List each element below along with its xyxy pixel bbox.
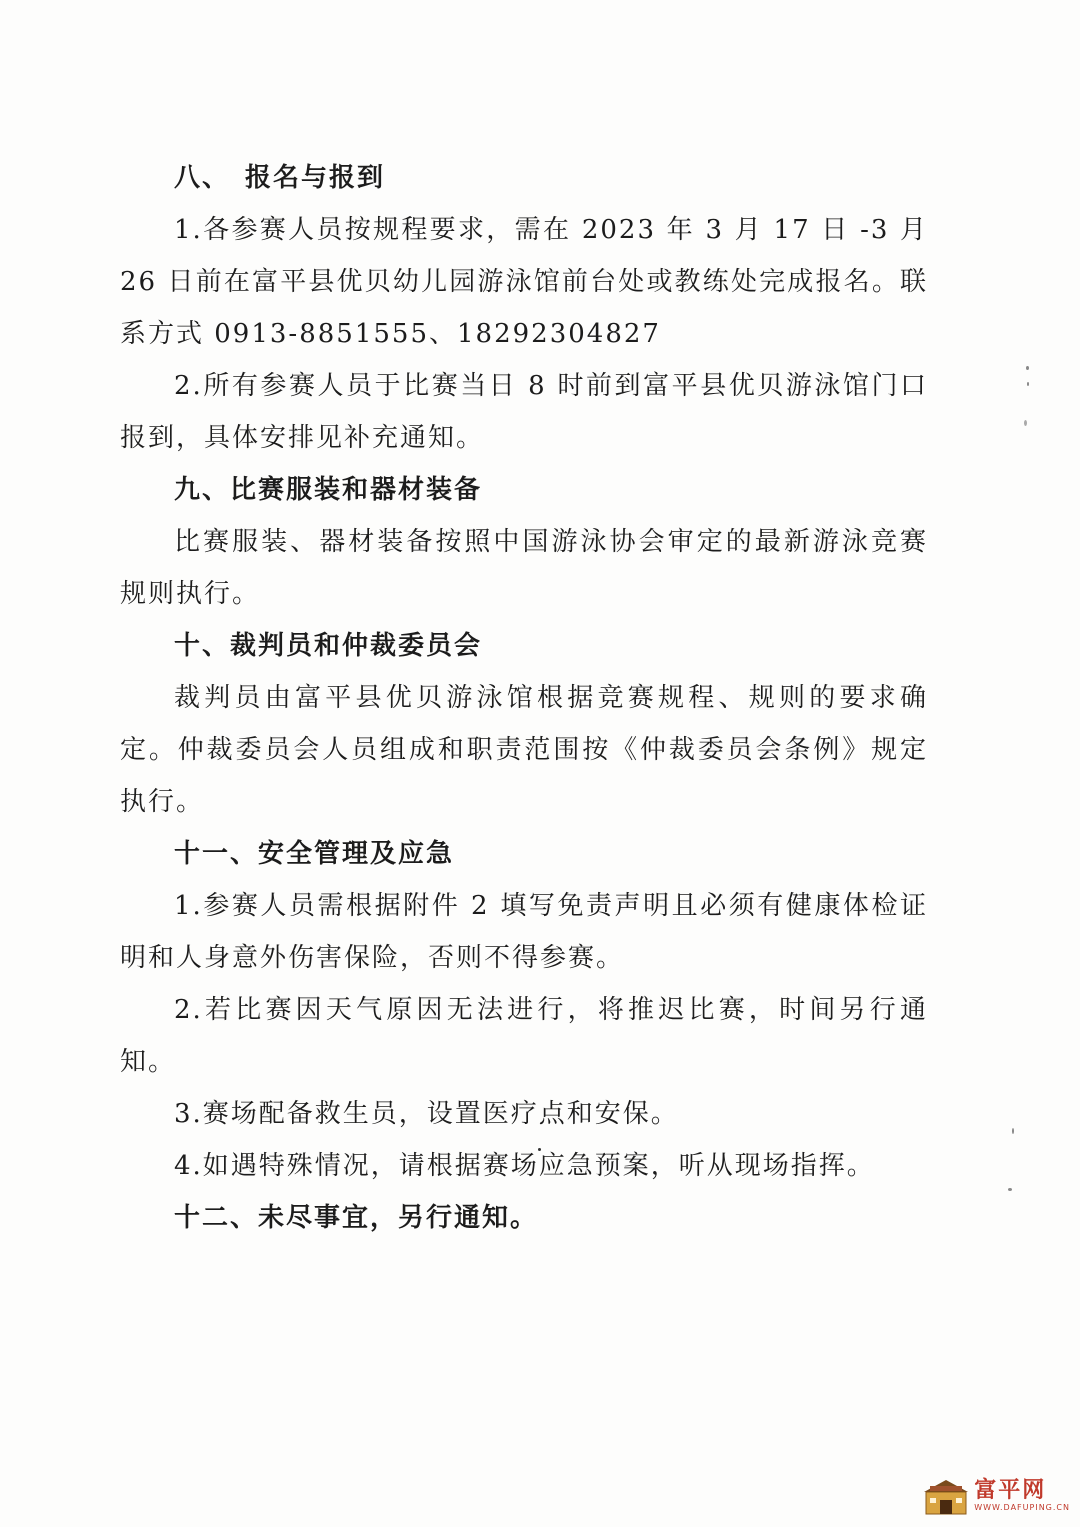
- scan-dot: [538, 1148, 541, 1151]
- paragraph-safety-3: 3.赛场配备救生员，设置医疗点和安保。: [174, 1099, 679, 1129]
- watermark-site-name: 富平网: [974, 1478, 1047, 1503]
- paragraph-registration-1: 1.各参赛人员按规程要求，需在 2023 年 3 月 17 日 -3 月 26 日前在富平县优贝幼儿园游泳馆前台处或教练处完成报名。联系方式 0913-8851555、18292304827: [120, 215, 928, 349]
- paragraph-safety-2: 2.若比赛因天气原因无法进行，将推迟比赛，时间另行通知。: [120, 995, 928, 1077]
- scan-speck: [1026, 366, 1029, 370]
- section-heading-equipment: 九、比赛服装和器材装备: [174, 475, 483, 505]
- paragraph-safety-1: 1.参赛人员需根据附件 2 填写免责声明且必须有健康体检证明和人身意外伤害保险，否则不得参赛。: [120, 891, 928, 973]
- watermark-site-url: WWW.DAFUPING.CN: [974, 1503, 1070, 1512]
- scan-speck: [1012, 1128, 1014, 1134]
- paragraph-referees: 裁判员由富平县优贝游泳馆根据竞赛规程、规则的要求确定。仲裁委员会人员组成和职责范围按《仲裁委员会条例》规定执行。: [120, 683, 928, 817]
- section-heading-registration: 八、 报名与报到: [174, 163, 386, 193]
- city-gate-icon: [924, 1476, 968, 1516]
- document-body: [120, 152, 928, 1244]
- scan-speck: [1008, 1188, 1012, 1191]
- scan-speck: [1024, 420, 1027, 426]
- paragraph-registration-2: 2.所有参赛人员于比赛当日 8 时前到富平县优贝游泳馆门口报到，具体安排见补充通知。: [120, 371, 928, 453]
- site-watermark: [924, 1473, 1070, 1519]
- section-heading-referees: 十、裁判员和仲裁委员会: [174, 631, 483, 661]
- paragraph-equipment: 比赛服装、器材装备按照中国游泳协会审定的最新游泳竞赛规则执行。: [120, 527, 928, 609]
- paragraph-safety-4: 4.如遇特殊情况，请根据赛场应急预案，听从现场指挥。: [174, 1151, 875, 1181]
- section-heading-safety: 十一、安全管理及应急: [174, 839, 455, 869]
- scan-speck: [1027, 382, 1029, 386]
- section-heading-other: 十二、未尽事宜，另行通知。: [174, 1203, 539, 1233]
